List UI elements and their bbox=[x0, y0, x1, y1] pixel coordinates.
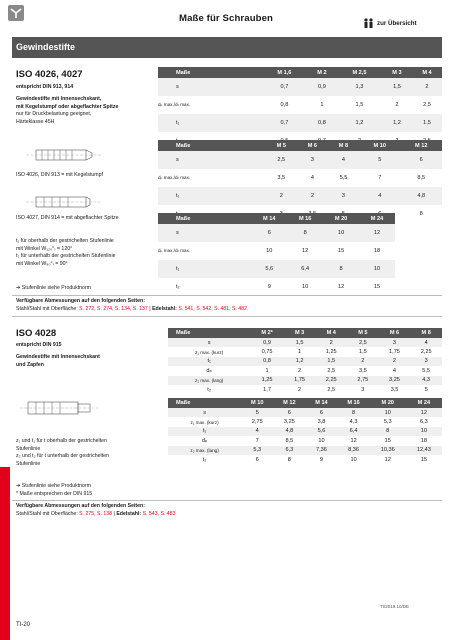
table-cell: 10 bbox=[287, 278, 323, 296]
table-header-cell: M 24 bbox=[359, 213, 395, 224]
table-cell: s bbox=[158, 78, 262, 96]
table-cell: 6 bbox=[400, 151, 442, 169]
screw-drawing bbox=[16, 376, 146, 436]
table-cell: 2,5 bbox=[412, 96, 442, 114]
table-row bbox=[168, 446, 442, 455]
table-cell: 18 bbox=[359, 242, 395, 260]
table-row bbox=[168, 385, 442, 394]
table-cell: 3,5 bbox=[347, 366, 379, 375]
overview-icon bbox=[363, 18, 375, 28]
table-header-cell: M 12 bbox=[273, 398, 305, 408]
table-row bbox=[158, 224, 395, 242]
table-cell: dₚ bbox=[168, 366, 250, 375]
table-cell: 4 bbox=[359, 187, 400, 205]
table-cell: 12 bbox=[406, 408, 442, 417]
table-cell: 4,8 bbox=[273, 427, 305, 436]
table-cell: dₚ bbox=[168, 436, 241, 445]
note-line: mit Winkel W₉₀°₎ = 90° bbox=[16, 260, 68, 267]
table-header-cell: M 1,6 bbox=[262, 67, 307, 78]
table-cell: 10 bbox=[251, 242, 287, 260]
table-cell: 1 bbox=[250, 366, 283, 375]
table-cell: 5,3 bbox=[370, 417, 406, 426]
avail-steel-label: Stahl/Stahl mit Oberfläche: bbox=[16, 306, 78, 312]
table-cell: 4 bbox=[241, 427, 273, 436]
table-header-cell: M 20 bbox=[370, 398, 406, 408]
avail-steel-label: Stahl/Stahl mit Oberfläche: bbox=[16, 511, 78, 517]
table-header-cell: Maße bbox=[158, 67, 262, 78]
table-cell: 10 bbox=[359, 260, 395, 278]
table-cell: 5,3 bbox=[241, 446, 273, 455]
table-header-cell: M 16 bbox=[338, 398, 370, 408]
table-cell: 10 bbox=[370, 408, 406, 417]
avail-separator: | bbox=[149, 306, 151, 312]
table-cell: 2,25 bbox=[410, 347, 442, 356]
desc-line: Gewindestifte mit Innensechskant, bbox=[16, 96, 102, 102]
table-cell: t₁ bbox=[158, 260, 251, 278]
table-cell: 0,8 bbox=[262, 96, 307, 114]
table-cell: 18 bbox=[406, 436, 442, 445]
avail-stainless-label: Edelstahl: bbox=[116, 511, 142, 517]
table-header-cell: M 5 bbox=[347, 328, 379, 338]
table-row bbox=[168, 347, 442, 356]
section-title: Gewindestifte bbox=[12, 37, 442, 58]
table-cell: 6 bbox=[273, 408, 305, 417]
table-cell: 2,25 bbox=[315, 376, 347, 385]
table-cell: 1,75 bbox=[284, 376, 316, 385]
note-line: t₁ für oberhalb der gestrichelten Stufenlinie bbox=[16, 238, 114, 244]
table-header-cell: M 20 bbox=[323, 213, 359, 224]
table-cell: 15 bbox=[359, 278, 395, 296]
note-line: mit Winkel W₁₂₀°₎ = 120° bbox=[16, 245, 73, 252]
table-cell: dₚ max./dₜ max. bbox=[158, 242, 251, 260]
table-cell: 4,3 bbox=[410, 376, 442, 385]
table-row bbox=[158, 151, 442, 169]
note-line: z₁ und t₁ für t oberhalb der gestrichelten bbox=[16, 438, 107, 444]
table-row bbox=[158, 242, 395, 260]
table-cell: 3 bbox=[347, 385, 379, 394]
table-header-cell: M 24 bbox=[406, 398, 442, 408]
table-cell: 6,4 bbox=[338, 427, 370, 436]
table-cell: 8 bbox=[400, 205, 442, 223]
table-cell: 8,5 bbox=[273, 436, 305, 445]
table-cell: 2 bbox=[266, 187, 297, 205]
table-header-cell: M 4 bbox=[315, 328, 347, 338]
table-cell: 4,3 bbox=[338, 417, 370, 426]
table-cell: 15 bbox=[370, 436, 406, 445]
table-cell: 2 bbox=[382, 96, 412, 114]
table-cell: 5,6 bbox=[305, 427, 337, 436]
table-cell: 10 bbox=[305, 436, 337, 445]
iso4026-description bbox=[16, 96, 156, 126]
table-cell: 2,75 bbox=[241, 417, 273, 426]
note-line: Stufenlinie bbox=[16, 445, 41, 452]
table-header-cell: Maße bbox=[168, 398, 241, 408]
table-cell: 1,25 bbox=[250, 376, 283, 385]
table-header-cell: M 8 bbox=[328, 140, 359, 151]
table-cell: 15 bbox=[323, 242, 359, 260]
table-cell: 1,75 bbox=[379, 347, 411, 356]
iso4026-subtitle: entspricht DIN 913, 914 bbox=[16, 84, 74, 90]
table-cell: 2 bbox=[284, 366, 316, 375]
table-cell: 3,5 bbox=[379, 385, 411, 394]
table-cell: 7,36 bbox=[305, 446, 337, 455]
productnorm-note: ➔ Stufenlinie siehe Produktnorm bbox=[16, 285, 91, 291]
table-cell: 3,8 bbox=[305, 417, 337, 426]
table-cell: 8 bbox=[370, 427, 406, 436]
table-row bbox=[168, 417, 442, 426]
table-header-cell: Maße bbox=[168, 328, 250, 338]
table-row bbox=[158, 96, 442, 114]
table-row bbox=[168, 455, 442, 464]
footnote: * Maße entsprechen der DIN 915 bbox=[16, 491, 93, 497]
table-header-cell: M 10 bbox=[359, 140, 400, 151]
table-header-cell: M 2* bbox=[250, 328, 283, 338]
table-cell: t₁ bbox=[168, 357, 250, 366]
table-cell: 1,5 bbox=[337, 96, 382, 114]
table-cell: 0,9 bbox=[307, 78, 337, 96]
table-cell: t₁ bbox=[158, 114, 262, 132]
table-cell: 8 bbox=[338, 408, 370, 417]
table-cell: 9 bbox=[305, 455, 337, 464]
table-cell: 4,8 bbox=[400, 187, 442, 205]
note-line: z₂ und t₂ für t unterhalb der gestrichelten bbox=[16, 453, 109, 460]
avail-stainless-label: Edelstahl: bbox=[152, 306, 177, 312]
table-cell: s bbox=[168, 408, 241, 417]
table-cell: t₁ bbox=[168, 427, 241, 436]
table-cell: 6 bbox=[305, 408, 337, 417]
table-cell: 9 bbox=[251, 278, 287, 296]
table-cell: 7 bbox=[359, 169, 400, 187]
table-cell: 2,5 bbox=[315, 366, 347, 375]
table-header-cell: Maße bbox=[158, 140, 266, 151]
dimension-table-4 bbox=[168, 328, 442, 394]
table-cell: 6,3 bbox=[406, 417, 442, 426]
table-cell: 12 bbox=[370, 455, 406, 464]
table-cell: 5 bbox=[410, 385, 442, 394]
table-cell: 8 bbox=[323, 260, 359, 278]
iso4028-description bbox=[16, 354, 100, 369]
page-number: TI-20 bbox=[16, 622, 31, 628]
table-cell: z₁ max. (kurz) bbox=[168, 347, 250, 356]
table-cell: 4 bbox=[297, 169, 328, 187]
table-cell: 6 bbox=[251, 224, 287, 242]
table-cell: 1,5 bbox=[412, 114, 442, 132]
table-row bbox=[158, 187, 442, 205]
table-cell: s bbox=[158, 224, 251, 242]
table-cell: t₁ bbox=[158, 187, 266, 205]
iso4028-notes bbox=[16, 438, 156, 468]
table-cell: dₚ max./dₜ max. bbox=[158, 169, 266, 187]
table-cell: 2 bbox=[412, 78, 442, 96]
availability-title: Verfügbare Abmessungen auf den folgenden Seiten: bbox=[16, 298, 145, 304]
table-row bbox=[168, 366, 442, 375]
table-cell: 8,5 bbox=[400, 169, 442, 187]
table-header-cell: M 10 bbox=[241, 398, 273, 408]
table-cell: 3 bbox=[328, 187, 359, 205]
screw-drawing bbox=[16, 190, 146, 214]
table-header-cell: M 12 bbox=[400, 140, 442, 151]
table-cell: 2,5 bbox=[347, 338, 379, 347]
table-cell: 4 bbox=[410, 338, 442, 347]
dimension-table-2 bbox=[158, 140, 442, 223]
table-cell: 2,5 bbox=[266, 151, 297, 169]
table-cell: 12 bbox=[359, 224, 395, 242]
table-cell: 3,25 bbox=[379, 376, 411, 385]
table-header-row bbox=[158, 140, 442, 151]
table-cell: 1,2 bbox=[284, 357, 316, 366]
table-header-cell: M 2,5 bbox=[337, 67, 382, 78]
table-cell: 0,7 bbox=[262, 114, 307, 132]
table-cell: 3 bbox=[379, 338, 411, 347]
desc-line: Gewindestifte mit Innensechskant bbox=[16, 354, 100, 360]
brand-side-band bbox=[0, 467, 10, 640]
screw-drawing bbox=[16, 140, 146, 170]
table-cell: 12 bbox=[338, 436, 370, 445]
availability-line bbox=[16, 306, 247, 314]
divider bbox=[12, 316, 442, 317]
table-header-cell: M 16 bbox=[287, 213, 323, 224]
dimension-table-1 bbox=[158, 67, 442, 150]
desc-line: Härteklasse 45H bbox=[16, 118, 55, 125]
table-row bbox=[158, 78, 442, 96]
table-cell: 1,7 bbox=[250, 385, 283, 394]
table-cell: 5 bbox=[241, 408, 273, 417]
table-cell: 7 bbox=[241, 436, 273, 445]
avail-stainless-pages[interactable]: S. 543, S. 483 bbox=[142, 511, 176, 517]
desc-line: mit Kegelstumpf oder abgeflachter Spitze bbox=[16, 103, 119, 110]
table-cell: 10,36 bbox=[370, 446, 406, 455]
table-cell: 2 bbox=[284, 385, 316, 394]
overview-link[interactable] bbox=[363, 18, 417, 28]
availability-line bbox=[16, 511, 175, 519]
table-cell: 6 bbox=[241, 455, 273, 464]
overview-label: zur Übersicht bbox=[377, 19, 417, 27]
table-header-row bbox=[168, 398, 442, 408]
table-cell: t₂ bbox=[168, 455, 241, 464]
table-cell: 1,5 bbox=[347, 347, 379, 356]
table-cell: 4 bbox=[379, 366, 411, 375]
table-cell: 8,36 bbox=[338, 446, 370, 455]
table-row bbox=[158, 169, 442, 187]
table-cell: 6,4 bbox=[287, 260, 323, 278]
productnorm-note: ➔ Stufenlinie siehe Produktnorm bbox=[16, 483, 91, 489]
table-cell: 1,5 bbox=[315, 357, 347, 366]
note-line: Stufenlinie bbox=[16, 460, 41, 467]
table-cell: 3 bbox=[297, 151, 328, 169]
table-row bbox=[168, 338, 442, 347]
table-cell: 0,9 bbox=[250, 338, 283, 347]
table-header-cell: M 3 bbox=[284, 328, 316, 338]
table-cell: 6,3 bbox=[273, 446, 305, 455]
dimension-table-3 bbox=[158, 213, 395, 296]
table-cell: 5,5 bbox=[328, 169, 359, 187]
avail-steel-pages[interactable]: S. 275, S. 138 bbox=[79, 511, 113, 517]
table-header-cell: Maße bbox=[158, 213, 251, 224]
table-header-cell: M 14 bbox=[251, 213, 287, 224]
table-cell: z₂ max. (lang) bbox=[168, 446, 241, 455]
table-cell: 5,6 bbox=[251, 260, 287, 278]
table-cell: s bbox=[168, 338, 250, 347]
table-cell: t₂ bbox=[158, 278, 251, 296]
table-cell: 1 bbox=[307, 96, 337, 114]
table-row bbox=[168, 427, 442, 436]
table-cell: 1,25 bbox=[315, 347, 347, 356]
note-line: t₂ für unterhalb der gestrichelten Stufenlinie bbox=[16, 253, 116, 260]
table-row bbox=[158, 260, 395, 278]
divider bbox=[12, 500, 442, 501]
table-cell: 12 bbox=[287, 242, 323, 260]
table-cell: 4 bbox=[328, 151, 359, 169]
table-header-row bbox=[168, 328, 442, 338]
table-cell: 0,75 bbox=[250, 347, 283, 356]
table-header-cell: M 6 bbox=[379, 328, 411, 338]
iso4028-title: ISO 4028 bbox=[16, 328, 57, 339]
table-cell: 2 bbox=[297, 187, 328, 205]
table-cell: 1,3 bbox=[337, 78, 382, 96]
table-cell: 0,8 bbox=[307, 114, 337, 132]
table-cell: 8 bbox=[287, 224, 323, 242]
table-cell: 2 bbox=[347, 357, 379, 366]
dimension-table-5 bbox=[168, 398, 442, 464]
table-header-cell: M 2 bbox=[307, 67, 337, 78]
table-row bbox=[158, 114, 442, 132]
document-id: TI/2019.10/DE bbox=[380, 604, 410, 609]
table-cell: 2,75 bbox=[347, 376, 379, 385]
table-cell: 10 bbox=[323, 224, 359, 242]
table-row bbox=[168, 376, 442, 385]
table-cell: 1,5 bbox=[284, 338, 316, 347]
table-row bbox=[158, 278, 395, 296]
table-cell: 5,5 bbox=[410, 366, 442, 375]
table-cell: z₂ max. (lang) bbox=[168, 376, 250, 385]
table-cell: 2 bbox=[379, 357, 411, 366]
table-cell: 3,5 bbox=[266, 169, 297, 187]
table-cell: 1 bbox=[284, 347, 316, 356]
table-row bbox=[168, 357, 442, 366]
table-cell: 12 bbox=[323, 278, 359, 296]
avail-steel-pages[interactable]: S. 272, S. 274, S. 134, S. 137 bbox=[79, 306, 148, 312]
table-cell: 2 bbox=[315, 338, 347, 347]
table-row bbox=[168, 408, 442, 417]
table-cell: 0,7 bbox=[262, 78, 307, 96]
divider bbox=[12, 295, 442, 296]
table-header-cell: M 3 bbox=[382, 67, 412, 78]
table-cell: 15 bbox=[406, 455, 442, 464]
table-cell: 10 bbox=[406, 427, 442, 436]
avail-separator: | bbox=[113, 511, 115, 517]
table-header-cell: M 14 bbox=[305, 398, 337, 408]
iso4028-subtitle: entspricht DIN 915 bbox=[16, 342, 62, 348]
desc-line: nur für Druckbelastung geeignet, bbox=[16, 111, 92, 118]
table-header-row bbox=[158, 213, 395, 224]
iso4026-title: ISO 4026, 4027 bbox=[16, 69, 83, 80]
desc-line: und Zapfen bbox=[16, 361, 44, 368]
table-cell: 3,25 bbox=[273, 417, 305, 426]
page-title: Maße für Schrauben bbox=[178, 13, 274, 24]
table-cell: 1,5 bbox=[382, 78, 412, 96]
table-cell: t₂ bbox=[168, 385, 250, 394]
table-cell: z₁ max. (kurz) bbox=[168, 417, 241, 426]
table-header-cell: M 5 bbox=[266, 140, 297, 151]
caption-iso4027: ISO 4027, DIN 914 = mit abgeflachter Spitze bbox=[16, 215, 119, 221]
table-cell: 0,8 bbox=[250, 357, 283, 366]
table-cell: 1,2 bbox=[382, 114, 412, 132]
table-row bbox=[168, 436, 442, 445]
table-cell: 2,5 bbox=[315, 385, 347, 394]
table-cell: 8 bbox=[273, 455, 305, 464]
table-header-cell: M 8 bbox=[410, 328, 442, 338]
table-cell: 1,2 bbox=[337, 114, 382, 132]
table-header-row bbox=[158, 67, 442, 78]
table-cell: dₚ max./dₜ max. bbox=[158, 96, 262, 114]
table-cell: 5 bbox=[359, 151, 400, 169]
iso4026-notes bbox=[16, 238, 156, 268]
table-header-cell: M 4 bbox=[412, 67, 442, 78]
avail-stainless-pages[interactable]: S. 541, S. 542, S. 481, S. 482 bbox=[178, 306, 247, 312]
table-cell: 12,43 bbox=[406, 446, 442, 455]
table-cell: 3 bbox=[410, 357, 442, 366]
table-header-cell: M 6 bbox=[297, 140, 328, 151]
table-cell: 10 bbox=[338, 455, 370, 464]
availability-title: Verfügbare Abmessungen auf den folgenden Seiten: bbox=[16, 503, 145, 509]
caption-iso4026: ISO 4026, DIN 913 = mit Kegelstumpf bbox=[16, 172, 103, 178]
table-cell: s bbox=[158, 151, 266, 169]
